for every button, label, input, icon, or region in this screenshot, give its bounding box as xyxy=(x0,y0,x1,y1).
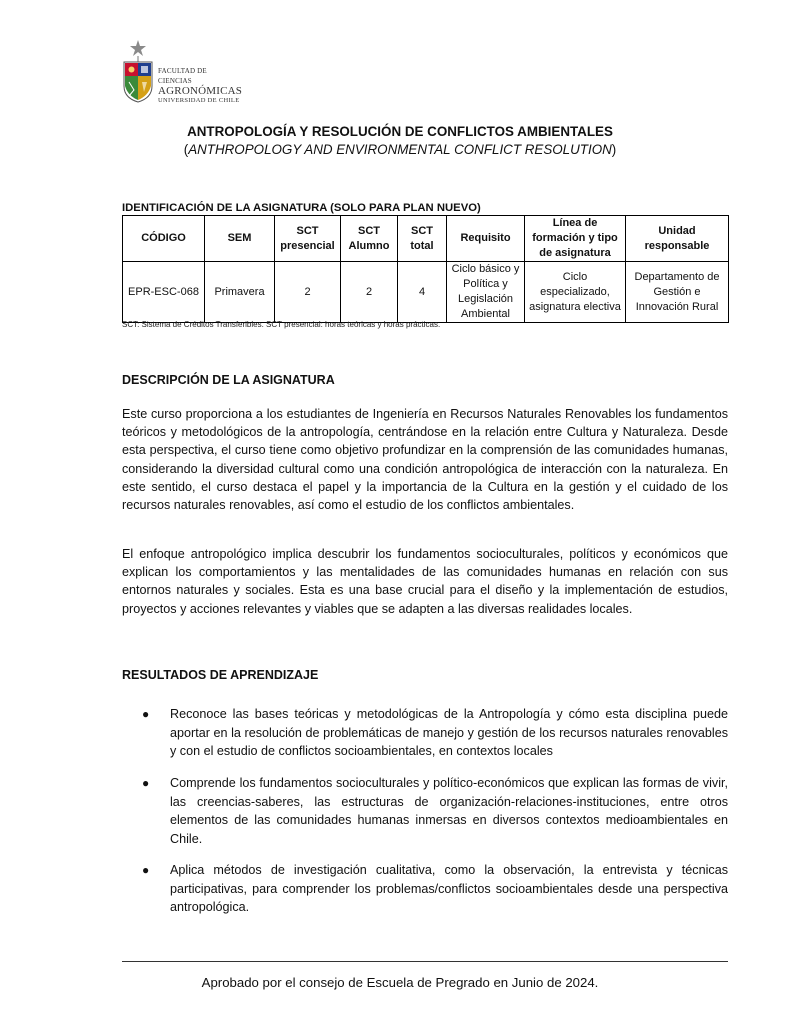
column-header: Requisito xyxy=(447,216,525,262)
english-title: ANTHROPOLOGY AND ENVIRONMENTAL CONFLICT RESOLUTION xyxy=(188,142,612,157)
description-paragraph: Este curso proporciona a los estudiantes de Ingeniería en Recursos Naturales Renovables los fundamentos teóricos y metodológicos de la antropología, centrándose en la relación entre Cultura y Naturaleza. Desde esta perspectiva, el curso tiene como objetivo profundizar en la comprensión de las comunidades humanas, considerando la diversidad cultural como una condición antropológica de interacción con la naturaleza. En este sentido, el curso destaca el papel y la importancia de la Cultura en la gestión y el cuidado de los recursos naturales renovables, así como el estudio de los conflictos ambientales. xyxy=(122,407,728,513)
course-identification-table xyxy=(122,215,729,323)
logo-line-university: UNIVERSIDAD DE CHILE xyxy=(158,97,240,104)
column-header: SCT Alumno xyxy=(341,216,398,262)
column-header: Línea de formación y tipo de asignatura xyxy=(525,216,626,262)
table-cell-sct-presencial: 2 xyxy=(275,262,341,323)
identification-heading: IDENTIFICACIÓN DE LA ASIGNATURA (SOLO PARA PLAN NUEVO) xyxy=(122,202,481,214)
document-subtitle: (ANTHROPOLOGY AND ENVIRONMENTAL CONFLICT RESOLUTION) xyxy=(183,142,617,157)
sct-footnote: SCT: Sistema de Créditos Transferibles. SCT presencial: horas teóricas y horas prácticas. xyxy=(122,320,441,329)
table-header-row xyxy=(123,216,729,262)
learning-outcomes-heading: RESULTADOS DE APRENDIZAJE xyxy=(122,668,319,682)
logo-wordmark xyxy=(158,66,242,106)
column-header: SEM xyxy=(205,216,275,262)
bullet-icon: ● xyxy=(142,707,150,721)
table-cell-semester: Primavera xyxy=(205,262,275,323)
document-title: ANTROPOLOGÍA Y RESOLUCIÓN DE CONFLICTOS AMBIENTALES xyxy=(187,124,613,139)
outcome-text: Comprende los fundamentos socioculturales y político-económicos que explican las formas de vivir, las creencias-saberes, las estructuras de organización-relaciones-instituciones, entre otros elementos de las comunidades humanas inmersas en diversos contextos medioambientales en Chile. xyxy=(170,776,728,846)
approval-note: Aprobado por el consejo de Escuela de Pregrado en Junio de 2024. xyxy=(201,975,599,990)
table-cell-code: EPR-ESC-068 xyxy=(123,262,205,323)
faculty-logo xyxy=(120,38,243,104)
outcome-text: Aplica métodos de investigación cualitativa, como la observación, la entrevista y técnicas participativas, para comprender los problemas/conflictos socioambientales desde una perspectiva antropológica. xyxy=(170,863,728,914)
table-cell-unidad: Departamento de Gestión e Innovación Rural xyxy=(626,262,729,323)
footer-divider xyxy=(122,961,728,962)
table-cell-linea: Ciclo especializado, asignatura electiva xyxy=(525,262,626,323)
column-header: SCT presencial xyxy=(275,216,341,262)
table-cell-sct-total: 4 xyxy=(398,262,447,323)
bullet-icon: ● xyxy=(142,863,150,877)
description-heading: DESCRIPCIÓN DE LA ASIGNATURA xyxy=(122,373,335,387)
logo-line-agronomicas: AGRONÓMICAS xyxy=(158,85,243,97)
table-cell-requisito: Ciclo básico y Política y Legislación Ambiental xyxy=(447,262,525,323)
table-cell-sct-alumno: 2 xyxy=(341,262,398,323)
column-header: CÓDIGO xyxy=(123,216,205,262)
outcome-text: Reconoce las bases teóricas y metodológicas de la Antropología y cómo esta disciplina puede aportar en la resolución de problemáticas de manejo y gestión de los recursos naturales renovables y con el estudio de conflictos socioambientales, en contextos locales xyxy=(170,707,728,758)
table-row xyxy=(123,262,729,323)
column-header: SCT total xyxy=(398,216,447,262)
logo-line-faculty: FACULTAD DE CIENCIAS xyxy=(158,67,207,85)
column-header: Unidad responsable xyxy=(626,216,729,262)
university-crest-icon xyxy=(120,38,156,104)
description-paragraph: El enfoque antropológico implica descubrir los fundamentos socioculturales, políticos y económicos que explican los comportamientos y las mentalidades de las comunidades humanas en relación con sus entornos naturales y sociales. Esta es una base crucial para el diseño y la implementación de estudios, proyectos y acciones relevantes y viables que se adapten a las diversas realidades locales. xyxy=(122,547,728,616)
bullet-icon: ● xyxy=(142,776,150,790)
